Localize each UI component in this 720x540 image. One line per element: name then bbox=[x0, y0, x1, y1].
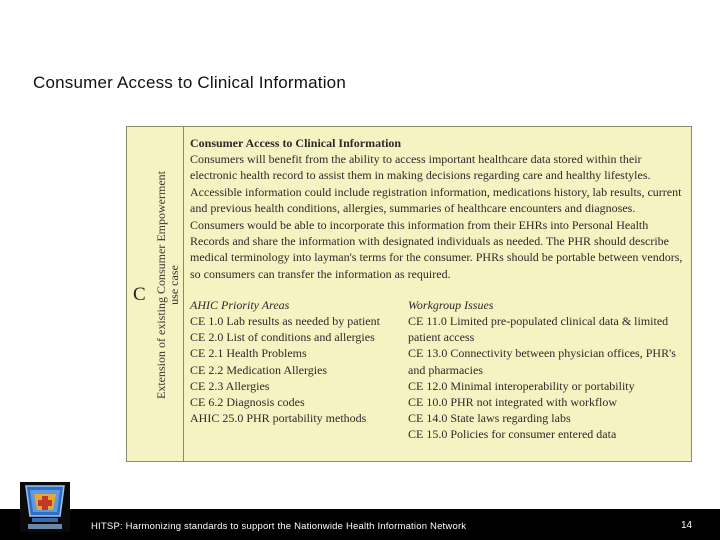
list-item: CE 13.0 Connectivity between physician offices, PHR's and pharmacies bbox=[408, 346, 676, 377]
use-case-content bbox=[190, 135, 685, 282]
row-letter: C bbox=[133, 284, 146, 305]
list-item: CE 11.0 Limited pre-populated clinical data & limited patient access bbox=[408, 314, 669, 345]
priority-areas-heading: AHIC Priority Areas bbox=[190, 298, 290, 312]
list-item: CE 10.0 PHR not integrated with workflow bbox=[408, 395, 617, 410]
use-case-label-column bbox=[127, 127, 184, 461]
hitsp-logo-icon bbox=[20, 482, 70, 532]
vertical-use-case-label: Extension of existing Consumer Empowerment use case bbox=[154, 171, 181, 399]
footer-text: HITSP: Harmonizing standards to support the Nationwide Health Information Network bbox=[91, 521, 467, 532]
list-item: CE 2.1 Health Problems bbox=[190, 346, 307, 361]
slide-title: Consumer Access to Clinical Information bbox=[33, 73, 346, 92]
page-number: 14 bbox=[681, 520, 693, 531]
list-item: CE 6.2 Diagnosis codes bbox=[190, 395, 305, 410]
list-item: CE 2.3 Allergies bbox=[190, 378, 270, 393]
list-item: CE 2.0 List of conditions and allergies bbox=[190, 330, 375, 345]
use-case-panel bbox=[126, 126, 692, 462]
list-item: AHIC 25.0 PHR portability methods bbox=[190, 411, 367, 426]
workgroup-issues-list bbox=[408, 297, 688, 443]
use-case-lists bbox=[190, 297, 690, 447]
list-item: CE 1.0 Lab results as needed by patient bbox=[190, 314, 380, 328]
list-item: CE 2.2 Medication Allergies bbox=[190, 362, 328, 377]
list-item: CE 14.0 State laws regarding labs bbox=[408, 411, 571, 426]
list-item: CE 12.0 Minimal interoperability or portability bbox=[408, 378, 635, 393]
list-item: CE 15.0 Policies for consumer entered data bbox=[408, 427, 617, 442]
use-case-description: Consumers will benefit from the ability to access important healthcare data stored within their electronic health record to assist them in making decisions regarding care and healthy lifestyles. Accessible information could include registration information, medications history, lab results, current and previous health conditions, allergies, summaries of healthcare encounters and diagnoses. Consumers would be able to incorporate this information from their EHRs into Personal Health Records and share the information with designated individuals as needed. The PHR should describe medical terminology into layman's terms for the consumer. PHRs should be portable between vendors, so consumers can transfer the information as required. bbox=[190, 152, 683, 281]
priority-areas-list bbox=[190, 297, 405, 426]
workgroup-issues-heading: Workgroup Issues bbox=[408, 298, 494, 312]
use-case-heading: Consumer Access to Clinical Information bbox=[190, 136, 402, 150]
